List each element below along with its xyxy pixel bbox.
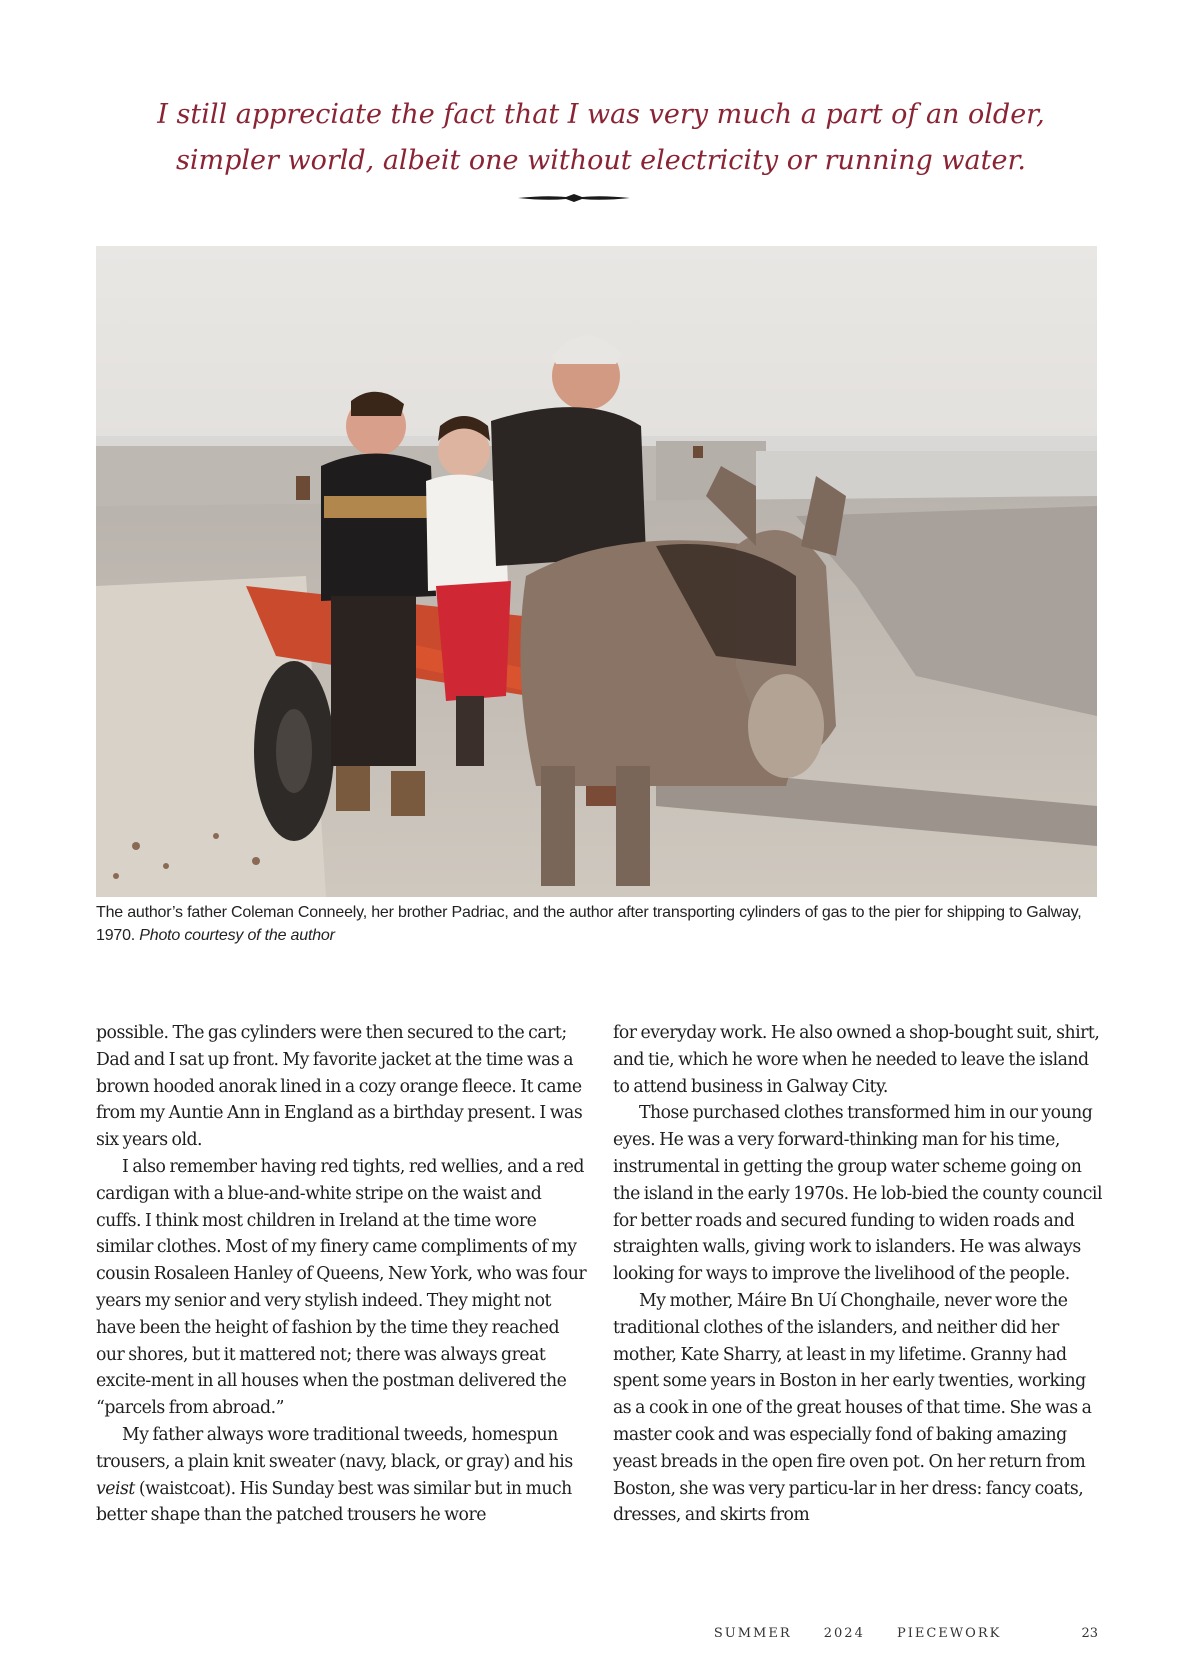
left-paragraph-3-italic-term: veist xyxy=(96,1478,135,1499)
right-paragraph-2: Those purchased clothes transformed him in our young eyes. He was a very forward-thinking man for his time, instrumental in getting the group water scheme going on the island in the early 1970s. He lob-bied the county council for better roads and secured funding to widen roads and straighten walls, giving work to islanders. He was always looking for ways to improve the livelihood of the people. xyxy=(613,1103,1102,1285)
left-paragraph-3-part-1: My father always wore traditional tweeds, homespun trousers, a plain knit sweater (navy, black, or gray) and his xyxy=(96,1424,573,1472)
footer-magazine: PIECEWORK xyxy=(896,1626,1002,1641)
left-paragraph-3-part-2: (waistcoat). His Sunday best was similar but in much better shape than the patched trousers he wore xyxy=(96,1478,572,1526)
right-paragraph-1: for everyday work. He also owned a shop-bought suit, shirt, and tie, which he wore when he needed to leave the island to attend business in Galway City. xyxy=(613,1023,1100,1097)
left-paragraph-2: I also remember having red tights, red wellies, and a red cardigan with a blue-and-white stripe on the waist and cuffs. I think most children in Ireland at the time wore similar clothes. Most of my finery came compliments of my cousin Rosaleen Hanley of Queens, New York, who was four years my senior and very stylish indeed. They might not have been the height of fashion by the time they reached our shores, but it mattered not; there was always great excite-ment in all houses when the postman delivered the “parcels from abroad.” xyxy=(96,1156,587,1419)
article-photo xyxy=(96,246,1097,897)
pull-quote xyxy=(96,92,1106,184)
article-column-right xyxy=(613,1020,1105,1529)
footer-year: 2024 xyxy=(823,1626,865,1641)
pull-quote-line-1: I still appreciate the fact that I was very much a part of an older, xyxy=(157,99,1045,130)
pull-quote-line-2: simpler world, albeit one without electricity or running water. xyxy=(176,145,1026,176)
photo-caption xyxy=(96,901,1106,947)
right-paragraph-3: My mother, Máire Bn Uí Chonghaile, never wore the traditional clothes of the islanders, and neither did her mother, Kate Sharry, at least in my lifetime. Granny had spent some years in Boston in her early twenties, working as a cook in one of the great houses of that time. She was a master cook and was especially fond of baking amazing yeast breads in the open fire oven pot. On her return from Boston, she was very particu-lar in her dress: fancy coats, dresses, and skirts from xyxy=(613,1290,1092,1526)
ornament-divider-icon xyxy=(516,188,632,208)
left-paragraph-3 xyxy=(96,1422,588,1529)
article-column-left xyxy=(96,1020,588,1529)
left-paragraph-1: possible. The gas cylinders were then secured to the cart; Dad and I sat up front. My favorite jacket at the time was a brown hooded anorak lined in a cozy orange fleece. It came from my Auntie Ann in England as a birthday present. I was six years old. xyxy=(96,1023,583,1151)
photo-credit: Photo courtesy of the author xyxy=(139,927,335,944)
page-number: 23 xyxy=(1081,1626,1098,1641)
footer-season: SUMMER xyxy=(713,1626,792,1641)
photo-caption-text: The author’s father Coleman Conneely, her brother Padriac, and the author after transporting cylinders of gas to the pier for shipping to Galway, 1970. xyxy=(96,904,1082,944)
page-footer xyxy=(714,1626,1098,1641)
photo-illustration xyxy=(96,246,1097,897)
